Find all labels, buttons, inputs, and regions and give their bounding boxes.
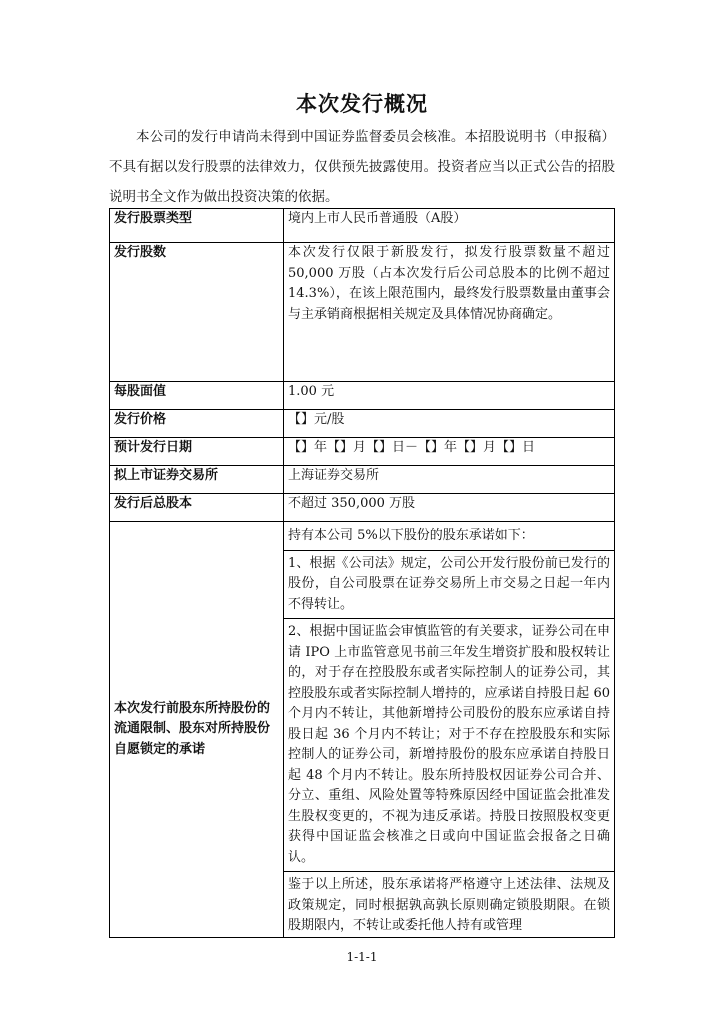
row-value: 不超过 350,000 万股	[284, 494, 615, 522]
lockup-paragraph: 1、根据《公司法》规定，公司公开发行股份前已发行的股份，自公司股票在证券交易所上市交易之日起一年内不得转让。	[284, 554, 614, 620]
table-row	[110, 494, 615, 522]
lockup-value	[284, 522, 615, 938]
table-row-lockup	[110, 522, 615, 938]
row-label: 每股面值	[110, 382, 284, 410]
table-row	[110, 466, 615, 494]
row-value: 【】元/股	[284, 410, 615, 438]
intro-paragraph	[109, 122, 615, 212]
row-label: 拟上市证券交易所	[110, 466, 284, 494]
row-label: 发行后总股本	[110, 494, 284, 522]
row-label: 预计发行日期	[110, 438, 284, 466]
table-row	[110, 382, 615, 410]
lockup-paragraph: 2、根据中国证监会审慎监管的有关要求，证券公司在申请 IPO 上市监管意见书前三年发生增资扩股和股权转让的，对于存在控股股东或者实际控制人的证券公司，其控股股东或者实际控制人增持的，应承诺自持股日起 60 个月内不转让，其他新增持公司股份的股东应承诺自持股日起 36 个月内不转让；对于不存在控股股东和实际控制人的证券公司，新增持股份的股东应承诺自持股日起 48 个月内不转让。股东所持股权因证券公司合并、分立、重组、风险处置等特殊原因经中国证监会批准发生股权变更的，不视为违反承诺。持股日按照股权变更获得中国证监会核准之日或向中国证监会报备之日确认。	[284, 622, 614, 872]
row-value: 上海证券交易所	[284, 466, 615, 494]
lockup-label: 本次发行前股东所持股份的流通限制、股东对所持股份自愿锁定的承诺	[110, 522, 284, 938]
lockup-paragraph: 持有本公司 5%以下股份的股东承诺如下：	[284, 526, 614, 551]
row-label: 发行股票类型	[110, 209, 284, 243]
row-label: 发行股数	[110, 243, 284, 382]
row-value: 1.00 元	[284, 382, 615, 410]
intro-text: 本公司的发行申请尚未得到中国证券监督委员会核准。本招股说明书（申报稿）不具有据以发行股票的法律效力，仅供预先披露使用。投资者应当以正式公告的招股说明书全文作为做出投资决策的依据。	[109, 129, 615, 205]
table-row	[110, 438, 615, 466]
page-number: 1-1-1	[346, 950, 378, 964]
row-value: 本次发行仅限于新股发行，拟发行股票数量不超过50,000 万股（占本次发行后公司总股本的比例不超过 14.3%），在该上限范围内，最终发行股票数量由董事会与主承销商根据相关规定及具体情况协商确定。	[284, 243, 615, 382]
table-row	[110, 243, 615, 382]
row-value: 【】年【】月【】日－【】年【】月【】日	[284, 438, 615, 466]
offering-overview-table	[109, 208, 615, 938]
row-label: 发行价格	[110, 410, 284, 438]
page-title: 本次发行概况	[296, 92, 428, 116]
table-row	[110, 209, 615, 243]
row-value: 境内上市人民币普通股（A股）	[284, 209, 615, 243]
lockup-paragraph: 鉴于以上所述，股东承诺将严格遵守上述法律、法规及政策规定，同时根据孰高孰长原则确定锁股期限。在锁股期限内，不转让或委托他人持有或管理	[288, 877, 610, 933]
table-row	[110, 410, 615, 438]
